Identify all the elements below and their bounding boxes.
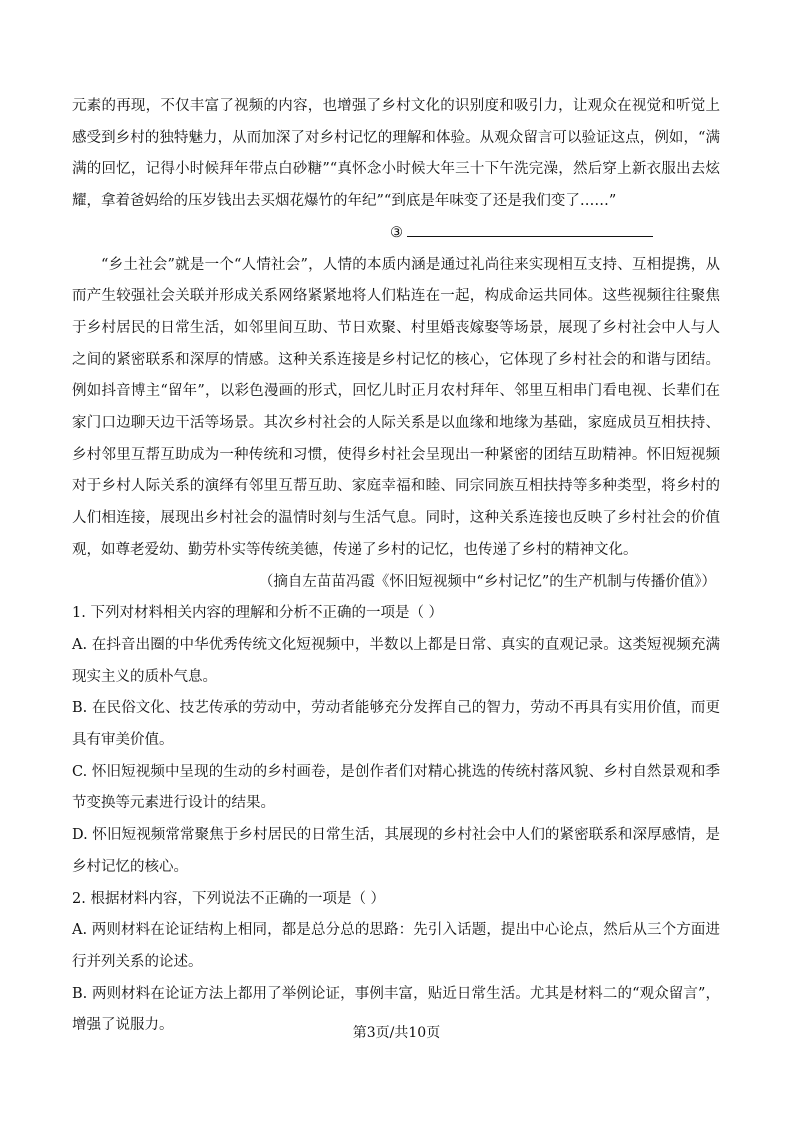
question-2-option-b: B. 两则材料在论证方法上都用了举例论证，事例丰富，贴近日常生活。尤其是材料二的“观众留言”，增强了说服力。 bbox=[72, 985, 720, 1034]
source-citation: （摘自左苗苗冯霞《怀旧短视频中“乡村记忆”的生产机制与传播价值》） bbox=[258, 573, 716, 590]
question-1-option-b: B. 在民俗文化、技艺传承的劳动中，劳动者能够充分发挥自己的智力，劳动不再具有实用价值，而更具有审美价值。 bbox=[72, 700, 720, 749]
passage-paragraph: “乡土社会”就是一个“人情社会”，人情的本质内涵是通过礼尚往来实现相互支持、互相提携，从而产生较强社会关联并形成关系网络紧紧地将人们粘连在一起，构成命运共同体。这些视频往往聚焦于乡村居民的日常生活，如邻里间互助、节日欢聚、村里婚丧嫁娶等场景，展现了乡村社会中人与人之间的紧密联系和深厚的情感。这种关系连接是乡村记忆的核心，它体现了乡村社会的和谐与团结。例如抖音博主“留年”，以彩色漫画的形式，回忆儿时正月农村拜年、邻里互相串门看电视、长辈们在家门口边聊天边干活等场景。其次乡村社会的人际关系是以血缘和地缘为基础，家庭成员互相扶持、乡村邻里互帮互助成为一种传统和习惯，使得乡村社会呈现出一种紧密的团结互助精神。怀旧短视频对于乡村人际关系的演绎有邻里互帮互助、家庭幸福和睦、同宗同族互相扶持等多种类型，将乡村的人们相连接，展现出乡村社会的温情时刻与生活气息。同时，这种关系连接也反映了乡村社会的价值观，如尊老爱幼、勤劳朴实等传统美德，传递了乡村的记忆，也传递了乡村的精神文化。 bbox=[72, 256, 720, 558]
question-2-option-a: A. 两则材料在论证结构上相同，都是总分总的思路：先引入话题，提出中心论点，然后从三个方面进行并列关系的论述。 bbox=[72, 922, 720, 970]
question-1-option-c: C. 怀旧短视频中呈现的生动的乡村画卷，是创作者们对精心挑选的传统村落风貌、乡村自然景观和季节变换等元素进行设计的结果。 bbox=[72, 763, 720, 812]
question-1-option-a: A. 在抖音出圈的中华优秀传统文化短视频中，半数以上都是日常、真实的直观记录。这类短视频充满现实主义的质朴气息。 bbox=[72, 636, 720, 685]
section-heading-3 bbox=[72, 218, 720, 250]
question-2-stem: 2. 根据材料内容，下列说法不正确的一项是（ ） bbox=[72, 890, 386, 907]
page-content bbox=[72, 91, 720, 1042]
passage-paragraph-continued: 元素的再现，不仅丰富了视频的内容，也增强了乡村文化的识别度和吸引力，让观众在视觉和听觉上感受到乡村的独特魅力，从而加深了对乡村记忆的理解和体验。从观众留言可以验证这点，例如，“满满的回忆，记得小时候拜年带点白砂糖”“真怀念小时候大年三十下午洗完澡，然后穿上新衣服出去炫耀，拿着爸妈给的压岁钱出去买烟花爆竹的年纪”“到底是年味变了还是我们变了……” bbox=[72, 98, 720, 210]
page-number-footer: 第3页/共10页 bbox=[352, 1025, 441, 1041]
question-1-stem: 1. 下列对材料相关内容的理解和分析不正确的一项是（ ） bbox=[72, 605, 444, 622]
section-marker: ③ bbox=[390, 224, 403, 241]
question-1-option-d: D. 怀旧短视频常常聚焦于乡村居民的日常生活，其展现的乡村社会中人们的紧密联系和深厚感情，是乡村记忆的核心。 bbox=[72, 827, 720, 875]
fill-in-blank-line bbox=[407, 220, 653, 237]
